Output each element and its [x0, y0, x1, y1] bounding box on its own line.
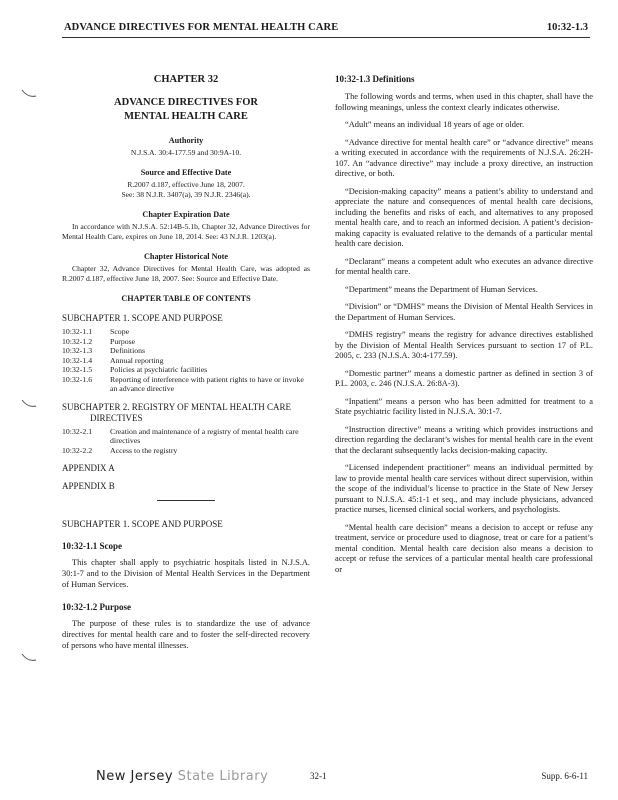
toc-item: [62, 427, 310, 446]
toc-item: [62, 327, 310, 337]
margin-mark: [20, 652, 38, 664]
toc-item: [62, 365, 310, 375]
running-header-title: ADVANCE DIRECTIVES FOR MENTAL HEALTH CARE: [64, 22, 339, 33]
toc-item-number: 10:32-1.5: [62, 365, 93, 374]
chapter-title: [62, 96, 310, 124]
section-divider: [157, 500, 215, 501]
toc-item-text: Scope: [110, 327, 130, 336]
page-number: 32-1: [310, 771, 327, 781]
toc-item-text: Access to the registry: [110, 445, 178, 455]
toc-item: [62, 446, 310, 456]
source-line2: See: 38 N.J.R. 3407(a), 39 N.J.R. 2346(a).: [121, 190, 251, 199]
definition-paragraph: The following words and terms, when used in this chapter, shall have the following meanings, unless the context clearly indicates otherwise.: [335, 92, 593, 112]
toc-item-number: 10:32-1.3: [62, 346, 93, 355]
margin-mark: [20, 398, 38, 410]
definition-paragraph: “Instruction directive” means a writing which provides instructions and direction regarding the declarant’s wishes for mental health care in the event that the declarant subsequently lacks decision-making capacity.: [335, 424, 593, 455]
definition-paragraph: “Declarant” means a competent adult who executes an advance directive for mental health care.: [335, 256, 593, 276]
left-column: [62, 74, 310, 655]
definition-paragraph: “Adult” means an individual 18 years of age or older.: [345, 120, 525, 129]
chapter-number: CHAPTER 32: [153, 74, 219, 85]
scope-heading: 10:32-1.1 Scope: [62, 541, 122, 551]
toc-subchapter-2-line1: SUBCHAPTER 2. REGISTRY OF MENTAL HEALTH CARE: [62, 401, 292, 412]
subchapter-1-title: SUBCHAPTER 1. SCOPE AND PURPOSE: [62, 519, 223, 529]
definition-paragraph: “Division” or “DMHS” means the Division of Mental Health Services in the Department of Human Services.: [335, 302, 593, 322]
toc-item-number: 10:32-1.2: [62, 336, 93, 346]
toc-subchapter-1-list: [62, 327, 310, 394]
toc-item: [62, 337, 310, 347]
definition-paragraph: “Domestic partner” means a domestic partner as defined in section 3 of P.L. 2003, c. 246 (N.J.S.A. 26:8A-3).: [335, 368, 593, 388]
toc-item-number: 10:32-1.1: [62, 327, 93, 336]
toc-item-number: 10:32-2.1: [62, 426, 93, 436]
toc-item-number: 10:32-1.4: [62, 355, 93, 365]
definition-paragraph: “Licensed independent practitioner” means an individual permitted by law to provide mental health care services without direct supervision, within the scope of the individual’s license to practice in the State of New Jersey pursuant to N.J.S.A. 45:1-1 et seq., and may include physicians, advanced practice nurses, licensed clinical social workers, and psychologists.: [335, 463, 593, 514]
history-heading: Chapter Historical Note: [144, 252, 228, 261]
toc-heading: CHAPTER TABLE OF CONTENTS: [121, 294, 251, 303]
toc-item-text: Creation and maintenance of a registry of mental health care directives: [110, 426, 299, 445]
toc-item-text: Purpose: [110, 336, 136, 346]
toc-item-number: 10:32-1.6: [62, 374, 93, 384]
header-rule: [62, 37, 590, 38]
toc-item: [62, 346, 310, 356]
source-line1: R.2007 d.187, effective June 18, 2007.: [127, 180, 245, 189]
toc-item: [62, 375, 310, 394]
toc-appendix-b: APPENDIX B: [62, 481, 115, 491]
definitions-heading: 10:32-1.3 Definitions: [335, 74, 415, 84]
definition-paragraph: “Mental health care decision” means a decision to accept or refuse any treatment, service or procedure used to diagnose, treat or care for a patient’s mental condition. Mental health care decision also means a decision to accept or refuse the services of a particular mental health care professional or: [335, 522, 593, 574]
toc-item: [62, 356, 310, 366]
toc-subchapter-2-line2: DIRECTIVES: [90, 412, 143, 423]
source-heading: Source and Effective Date: [140, 168, 232, 177]
library-watermark: [96, 769, 268, 784]
purpose-heading: 10:32-1.2 Purpose: [62, 602, 131, 612]
toc-subchapter-2: [62, 402, 310, 424]
definition-paragraph: “DMHS registry” means the registry for advance directives established by the Division of Mental Health Services pursuant to section 17 of P.L. 2005, c. 233 (N.J.S.A. 30:4-177.59).: [335, 330, 593, 360]
toc-subchapter-2-list: [62, 427, 310, 456]
expiration-text: In accordance with N.J.S.A. 52:14B-5.1b, Chapter 32, Advance Directives for Mental Health Care, expires on June 18, 2014. See: 43 N.J.R. 1203(a).: [62, 222, 310, 241]
purpose-text: The purpose of these rules is to standardize the use of advance directives for mental health care and to foster the self-directed recovery of persons who have mental illnesses.: [62, 619, 310, 650]
running-header-section: 10:32-1.3: [546, 22, 588, 33]
supplement-date: Supp. 6-6-11: [541, 771, 588, 781]
toc-item-text: Annual reporting: [110, 355, 164, 365]
toc-appendix-a: APPENDIX A: [62, 463, 115, 473]
history-text: Chapter 32, Advance Directives for Mental Health Care, was adopted as R.2007 d.187, effective June 18, 2007. See: Source and Effective Date.: [62, 264, 310, 283]
expiration-heading: Chapter Expiration Date: [142, 210, 230, 219]
margin-mark: [20, 88, 38, 100]
toc-item-text: Definitions: [110, 346, 146, 355]
authority-heading: Authority: [168, 136, 204, 145]
definition-paragraph: “Inpatient” means a person who has been admitted for treatment to a State psychiatric facility listed in N.J.S.A. 30:1-7.: [335, 396, 593, 416]
toc-item-text: Policies at psychiatric facilities: [110, 365, 208, 374]
definition-paragraph: “Decision-making capacity” means a patient’s ability to understand and appreciate the nature and consequences of mental health care decisions, including the benefits and risks of each, and alternatives to any proposed mental health care, and to reach an informed decision. A patient’s decision-making capacity is evaluated relative to the demands of a particular mental health care decision.: [335, 186, 593, 248]
scope-text: This chapter shall apply to psychiatric hospitals listed in N.J.S.A. 30:1-7 and to the Division of Mental Health Services in the Department of Human Services.: [62, 558, 310, 589]
chapter-title-line1: ADVANCE DIRECTIVES FOR: [114, 97, 258, 108]
definition-paragraph: “Department” means the Department of Human Services.: [345, 284, 538, 294]
authority-text: N.J.S.A. 30:4-177.59 and 30:9A-10.: [130, 148, 242, 157]
source-text: [62, 180, 310, 200]
toc-subchapter-1: SUBCHAPTER 1. SCOPE AND PURPOSE: [62, 313, 223, 323]
library-watermark-part2: State Library: [177, 769, 269, 784]
definition-paragraph: “Advance directive for mental health care” or “advance directive” means a writing executed in accordance with the requirements of N.J.S.A. 26:2H-107. An “advance directive” may include a proxy directive, an instruction directive, or both.: [335, 137, 593, 178]
toc-item-number: 10:32-2.2: [62, 445, 93, 455]
right-column: [335, 74, 593, 582]
toc-item-text: Reporting of interference with patient rights to have or invoke an advance directive: [110, 374, 304, 393]
library-watermark-part1: New Jersey: [96, 769, 174, 784]
chapter-title-line2: MENTAL HEALTH CARE: [124, 111, 248, 122]
